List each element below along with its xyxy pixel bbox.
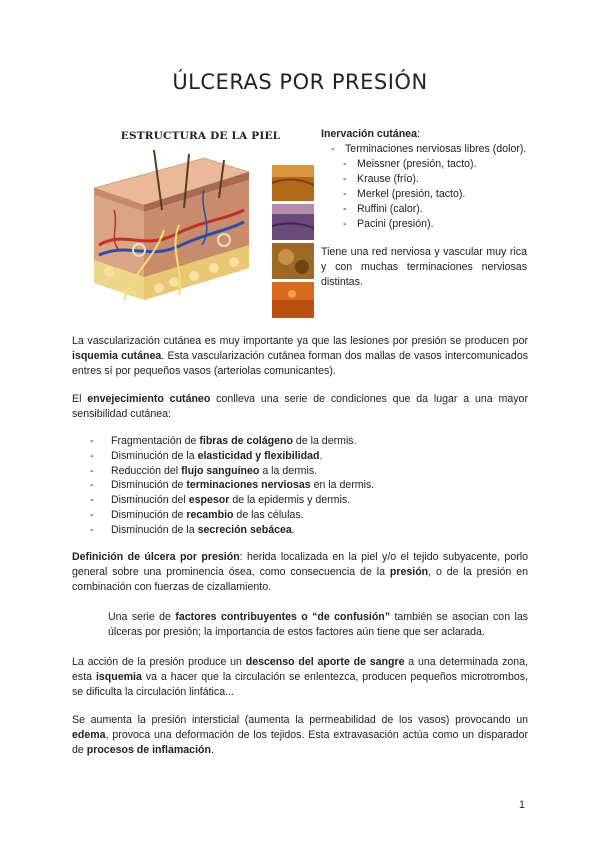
- list-item: - Disminución del espesor de la epidermis y dermis.: [90, 493, 510, 508]
- histology-thumbnails: [272, 165, 314, 321]
- skin-structure-illustration: [84, 150, 264, 318]
- histology-image-3: [272, 243, 314, 279]
- histology-image-4: [272, 282, 314, 318]
- list-item: - Disminución de la secreción sebácea.: [90, 523, 510, 538]
- aging-paragraph: El envejecimiento cutáneo conlleva una serie de condiciones que da lugar a una mayor sensibilidad cutánea:: [72, 393, 528, 420]
- innervation-paragraph: Tiene una red nerviosa y vascular muy rica y con muchas terminaciones nerviosas distintas.: [321, 246, 527, 288]
- factors-paragraph: Una serie de factores contribuyentes o “de confusión” también se asocian con las úlceras por presión; la importancia de estos factores aún tiene que ser aclarada.: [108, 611, 529, 638]
- list-item: - Disminución de la elasticidad y flexibilidad.: [90, 449, 510, 464]
- list-item: - Krause (frío).: [343, 173, 419, 185]
- edema-paragraph: Se aumenta la presión intersticial (aumenta la permeabilidad de los vasos) provocando un edema, provoca una deformación de los tejidos. Esta extravasación actúa como un disparador de procesos de inflamación.: [72, 714, 528, 756]
- list-item: - Terminaciones nerviosas libres (dolor).: [331, 143, 527, 155]
- innervation-heading: Inervación cutánea: [321, 128, 417, 140]
- list-item: - Disminución de terminaciones nerviosas en la dermis.: [90, 478, 510, 493]
- list-item: - Disminución de recambio de las células.: [90, 508, 510, 523]
- page-title: ÚLCERAS POR PRESIÓN: [172, 70, 428, 94]
- figure-title: ESTRUCTURA DE LA PIEL: [120, 130, 281, 142]
- list-item: - Reducción del flujo sanguíneo a la dermis.: [90, 464, 510, 479]
- histology-image-2: [272, 204, 314, 240]
- definition-paragraph: Definición de úlcera por presión: herida localizada en la piel y/o el tejido subyacente, porlo general sobre una prominencia ósea, como consecuencia de la presión, o de la presión en combinación con fuerzas de cizallamiento.: [72, 551, 528, 593]
- list-item: - Meissner (presión, tacto).: [343, 158, 477, 170]
- page-number: 1: [519, 799, 525, 811]
- aging-effects-list: [90, 434, 510, 538]
- pressure-paragraph: La acción de la presión produce un descenso del aporte de sangre a una determinada zona, esta isquemia va a hacer que la circulación se enlentezca, producen pequeños microtrombos, se dificulta la circulación linfática...: [72, 656, 528, 698]
- vascularization-paragraph: La vascularización cutánea es muy importante ya que las lesiones por presión se producen por isquemia cutánea. Esta vascularización cutánea forman dos mallas de vasos intercomunicados entres sí por pequeños vasos (arteriolas comunicantes).: [72, 335, 529, 377]
- list-item: - Ruffini (calor).: [343, 203, 423, 215]
- innervation-section: Inervación cutánea: - Terminaciones nerviosas libres (dolor). - Meissner (presión, tacto). - Krause (frío). - Merkel (presión, tacto). - Ruffini (calor). - Pacini (presión). Tiene una red nerviosa y vascular muy rica y con muchas terminaciones nerviosas distintas.: [321, 128, 527, 288]
- list-item: - Pacini (presión).: [343, 218, 434, 230]
- receptor-list: [321, 142, 527, 232]
- list-item: - Fragmentación de fibras de colágeno de la dermis.: [90, 434, 510, 449]
- list-item: - Merkel (presión, tacto).: [343, 188, 466, 200]
- histology-image-1: [272, 165, 314, 201]
